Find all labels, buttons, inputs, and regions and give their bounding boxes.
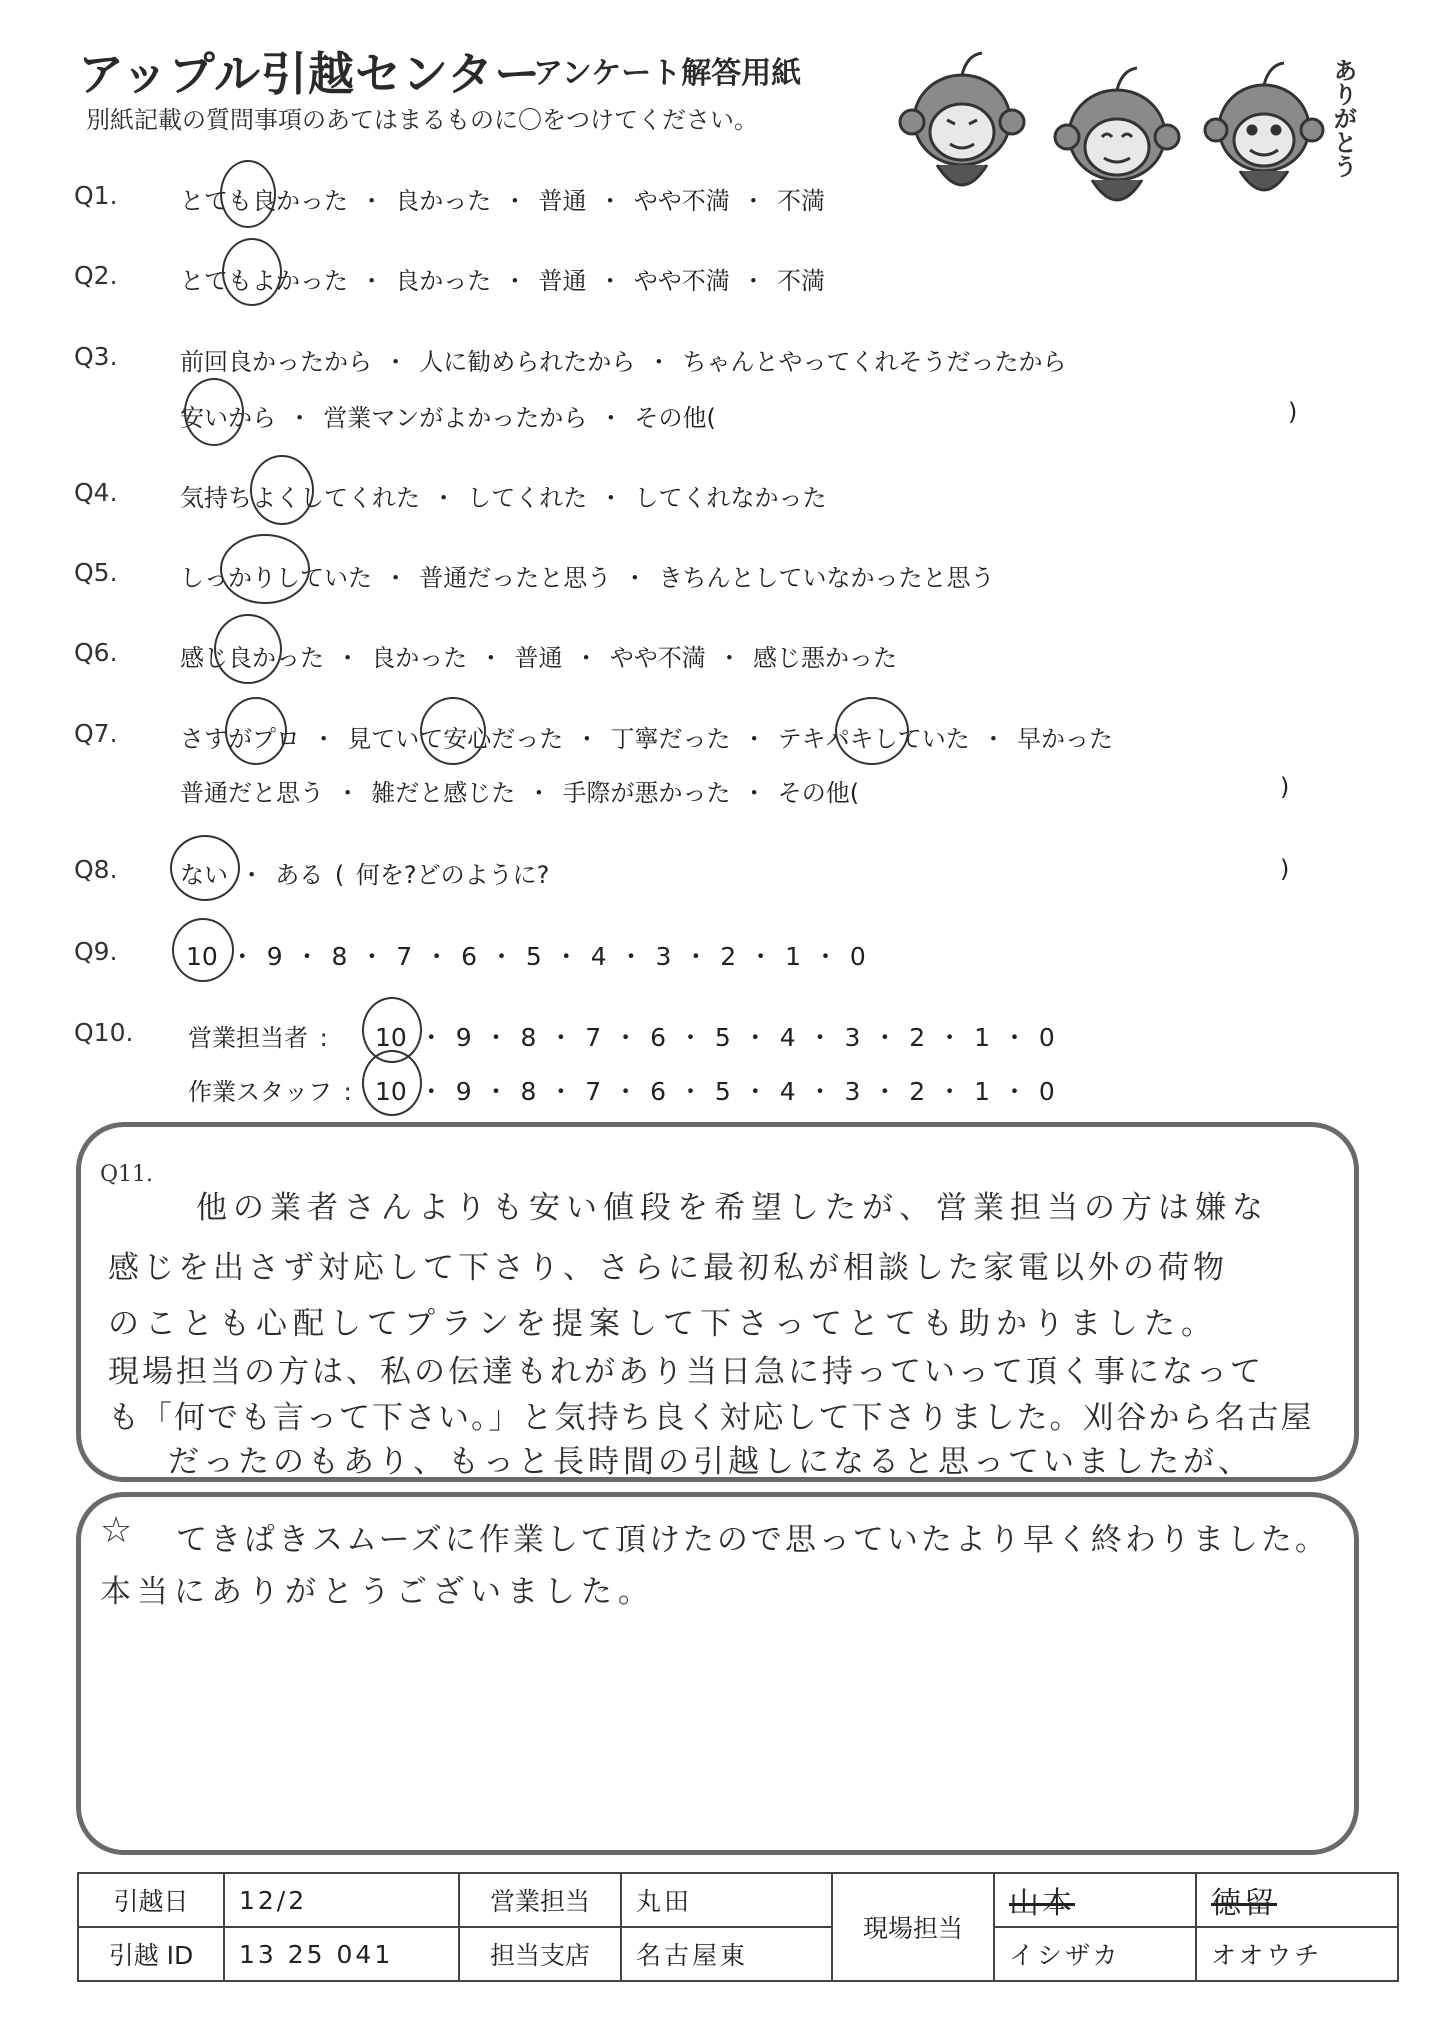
q7-answer-circle [225,697,287,765]
move-date-label: 引越日 [78,1873,224,1927]
q7-options-line2[interactable]: 普通だと思う ・ 雑だと感じた ・ 手際が悪かった ・ その他( [180,779,860,807]
q9-scale[interactable]: 10 ・ 9 ・ 8 ・ 7 ・ 6 ・ 5 ・ 4 ・ 3 ・ 2 ・ 1 ・ 0 [186,942,866,971]
q2-label: Q2. [74,261,118,290]
q11-handwritten-line: だったのもあり、もっと長時間の引越しになると思っていましたが、 [168,1444,1253,1480]
thanks-text: ありがとう [1329,58,1357,178]
page-title: アップル引越センター [78,47,542,101]
monkey-icon [1055,68,1179,200]
q4-options[interactable]: 気持ちよくしてくれた ・ してくれた ・ してくれなかった [180,484,827,512]
monkey-mascot-illustration [892,40,1342,225]
move-id-value[interactable]: 13 25 041 [224,1927,459,1981]
site-staff-name[interactable]: イシザカ [994,1927,1196,1981]
q4-answer-circle [250,455,314,525]
q5-options[interactable]: しっかりしていた ・ 普通だったと思う ・ きちんとしていなかったと思う [180,564,995,592]
sales-rep-label: 営業担当 [459,1873,621,1927]
q11-handwritten-line: 感じを出さず対応して下さり、さらに最初私が相談した家電以外の荷物 [108,1250,1228,1286]
q7-answer-circle [835,697,909,765]
q10-staff-label: 作業スタッフ : [188,1078,352,1106]
site-staff-name[interactable]: オオウチ [1196,1927,1398,1981]
q1-answer-circle [220,160,276,228]
q7-answer-circle [420,697,486,765]
q5-answer-circle [220,534,310,604]
q8-answer-circle [170,835,240,901]
star-icon: ☆ [100,1510,133,1551]
q3-close-paren: ) [1288,398,1298,426]
q6-options[interactable]: 感じ良かった ・ 良かった ・ 普通 ・ やや不満 ・ 感じ悪かった [180,644,898,672]
q10-staff-answer-circle [362,1050,422,1116]
q10-sales-label: 営業担当者 : [188,1024,328,1052]
q10-label: Q10. [74,1018,134,1047]
move-id-label: 引越 ID [78,1927,224,1981]
q2-answer-circle [222,238,282,306]
q8-close-paren: ) [1280,855,1290,883]
site-staff-struck-name: 山本 [1009,1886,1075,1921]
monkey-icon [900,53,1024,185]
q4-label: Q4. [74,478,118,507]
monkey-icon [1205,63,1323,190]
q8-label: Q8. [74,855,118,884]
q11-handwritten-line: のことも心配してプランを提案して下さってとても助かりました。 [108,1306,1218,1342]
note-handwritten-line: 本当にありがとうございました。 [100,1574,655,1610]
move-info-table [77,1872,1399,1982]
sales-rep-value[interactable]: 丸田 [621,1873,832,1927]
q10-sales-scale[interactable]: 10 ・ 9 ・ 8 ・ 7 ・ 6 ・ 5 ・ 4 ・ 3 ・ 2 ・ 1 ・ 0 [375,1023,1055,1052]
move-date-value[interactable]: 12/2 [224,1873,459,1927]
page-subtitle: アンケート解答用紙 [533,56,802,91]
q11-handwritten-line: も「何でも言って下さい。」と気持ち良く対応して下さりました。刈谷から名古屋 [108,1400,1314,1436]
q10-staff-scale[interactable]: 10 ・ 9 ・ 8 ・ 7 ・ 6 ・ 5 ・ 4 ・ 3 ・ 2 ・ 1 ・ 0 [375,1077,1055,1106]
branch-value[interactable]: 名古屋東 [621,1927,832,1981]
q7-options-line1[interactable]: さすがプロ ・ 見ていて安心だった ・ 丁寧だった ・ テキパキしていた ・ 早かった [180,725,1114,753]
q1-label: Q1. [74,181,118,210]
q2-options[interactable]: とてもよかった ・ 良かった ・ 普通 ・ やや不満 ・ 不満 [180,267,826,295]
q5-label: Q5. [74,558,118,587]
q3-answer-circle [184,378,244,446]
q3-label: Q3. [74,342,118,371]
q8-options[interactable]: ない ・ ある ( 何を?どのように? [180,861,550,889]
q11-handwritten-line: 現場担当の方は、私の伝達もれがあり当日急に持っていって頂く事になって [108,1354,1264,1390]
q11-label: Q11. [100,1162,154,1187]
instruction-text: 別紙記載の質問事項のあてはまるものに〇をつけてください。 [86,106,758,134]
q3-options-line2[interactable]: 安いから ・ 営業マンがよかったから ・ その他( [180,404,716,432]
q6-label: Q6. [74,638,118,667]
q11-handwritten-line: 他の業者さんよりも安い値段を希望したが、営業担当の方は嫌な [196,1190,1269,1226]
branch-label: 担当支店 [459,1927,621,1981]
q7-close-paren: ) [1280,773,1290,801]
q9-answer-circle [172,918,234,982]
q3-options-line1[interactable]: 前回良かったから ・ 人に勧められたから ・ ちゃんとやってくれそうだったから [180,348,1067,376]
note-handwritten-line: てきぱきスムーズに作業して頂けたので思っていたより早く終わりました。 [176,1522,1329,1558]
q6-answer-circle [214,614,282,684]
site-staff-struck-name: 徳留 [1211,1886,1277,1921]
q7-label: Q7. [74,719,118,748]
q9-label: Q9. [74,937,118,966]
site-staff-label: 現場担当 [832,1873,994,1981]
q1-options[interactable]: とても良かった ・ 良かった ・ 普通 ・ やや不満 ・ 不満 [180,187,826,215]
